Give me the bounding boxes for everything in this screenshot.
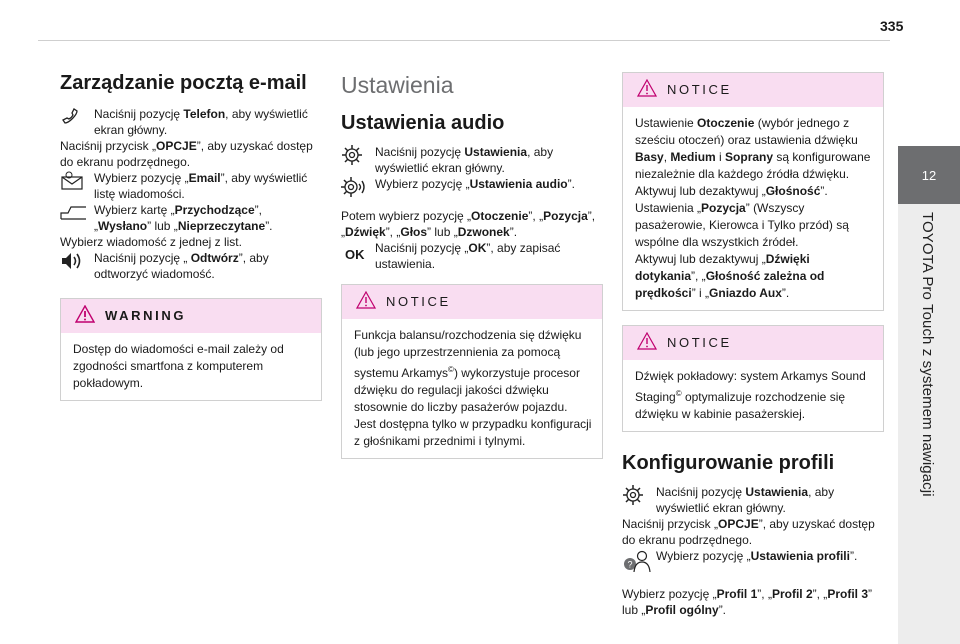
- step-tab: [60, 202, 322, 234]
- profile-icon: [622, 548, 656, 574]
- column-settings: [341, 70, 603, 459]
- step-profile-choose-text: Wybierz pozycję „Profil 1”, „Profil 2”, „Profil 3” lub „Profil ogólny”.: [622, 587, 872, 617]
- notice-box-balance: [341, 284, 603, 459]
- step-ok: [341, 240, 603, 272]
- column-email: [60, 70, 322, 401]
- step-email: [60, 170, 322, 202]
- ok-icon: OK: [345, 247, 365, 262]
- gear-icon: [622, 484, 656, 506]
- step-phone-text: Naciśnij pozycję Telefon, aby wyświetlić ekran główny.: [94, 107, 308, 137]
- step-select-text: Wybierz wiadomość z jednej z list.: [60, 235, 242, 249]
- audio-heading: Ustawienia audio: [341, 112, 505, 134]
- email-icon: [60, 170, 94, 192]
- step-phone: [60, 106, 322, 138]
- notice-text: Funkcja balansu/rozchodzenia się dźwięku (lub jego uprzestrzennienia za pomocą systemu Arkamys©) wykorzystuje procesor dźwięku do regulacji jakości dźwięku stosownie do liczby pasażerów pojazdu. Jest dostępna tylko w przypadku konfiguracji z głośnikami przednimi i tylnymi.: [354, 328, 592, 448]
- header-divider: [38, 40, 890, 41]
- notice-label: NOTICE: [667, 82, 732, 97]
- step-settings-profile-text: Naciśnij pozycję Ustawienia, aby wyświetlić ekran główny.: [656, 485, 835, 515]
- column-profiles: [622, 72, 884, 618]
- speaker-icon: [60, 250, 94, 272]
- chapter-tab[interactable]: 12: [898, 146, 960, 204]
- step-profile-settings: [622, 548, 884, 574]
- step-settings: [341, 144, 603, 176]
- chapter-title: TOYOTA Pro Touch z systemem nawigacji: [919, 212, 936, 497]
- notice-header: [342, 285, 602, 319]
- step-choose-text: Potem wybierz pozycję „Otoczenie”, „Pozycja”, „Dźwięk”, „Głos” lub „Dzwonek”.: [341, 209, 596, 239]
- notice-box-ambience: [622, 72, 884, 311]
- notice-triangle-icon: [637, 332, 657, 354]
- step-ok-text: Naciśnij pozycję „OK”, aby zapisać ustawienia.: [375, 241, 561, 271]
- step-email-text: Wybierz pozycję „Email”, aby wyświetlić listę wiadomości.: [94, 171, 308, 201]
- notice-triangle-icon: [356, 291, 376, 313]
- warning-text: Dostęp do wiadomości e-mail zależy od zgodności smartfona z komputerem pokładowym.: [73, 342, 284, 390]
- svg-text:?: ?: [627, 559, 633, 570]
- notice-header: [623, 326, 883, 360]
- notice-label: NOTICE: [386, 294, 451, 309]
- step-settings-text: Naciśnij pozycję Ustawienia, aby wyświetlić ekran główny.: [375, 145, 554, 175]
- step-play-text: Naciśnij pozycję „ Odtwórz”, aby odtworzyć wiadomość.: [94, 251, 269, 281]
- notice-text: Dźwięk pokładowy: system Arkamys Sound Staging© optymalizuje rozchodzenie się dźwięku w kabinie pasażerskiej.: [635, 369, 866, 421]
- phone-icon: [60, 106, 94, 128]
- step-play: [60, 250, 322, 282]
- notice-triangle-icon: [637, 79, 657, 101]
- warning-header: [61, 299, 321, 333]
- tab-icon: [60, 202, 94, 224]
- gear-sound-icon: [341, 176, 375, 198]
- warning-box: [60, 298, 322, 401]
- notice-header: [623, 73, 883, 107]
- warning-label: WARNING: [105, 308, 187, 323]
- step-tab-text: Wybierz kartę „Przychodzące”, „Wysłano” lub „Nieprzeczytane”.: [94, 203, 273, 233]
- step-options-text: Naciśnij przycisk „OPCJE”, aby uzyskać dostęp do ekranu podrzędnego.: [60, 139, 313, 169]
- warning-triangle-icon: [75, 305, 95, 327]
- profiles-heading: Konfigurowanie profili: [622, 452, 835, 474]
- step-audio-settings-text: Wybierz pozycję „Ustawienia audio”.: [375, 177, 575, 191]
- notice-text: Ustawienie Otoczenie (wybór jednego z sześciu otoczeń) oraz ustawienia dźwięku Basy, Medium i Soprany są konfigurowane niezależnie dla każdego źródła dźwięku. Aktywuj lub dezaktywuj „Głośność”. Ustawienia „Pozycja” (Wszyscy pasażerowie, Kierowca i Tylko przód) są wspólne dla wszystkich źródeł. Aktywuj lub dezaktywuj „Dźwięki dotykania”, „Głośność zależna od prędkości” i „Gniazdo Aux”.: [635, 116, 871, 300]
- step-settings-profile: [622, 484, 884, 516]
- notice-box-arkamys: [622, 325, 884, 432]
- step-audio-settings: [341, 176, 603, 198]
- step-options-profile-text: Naciśnij przycisk „OPCJE”, aby uzyskać dostęp do ekranu podrzędnego.: [622, 517, 875, 547]
- section-title: Ustawienia: [341, 72, 454, 98]
- gear-icon: [341, 144, 375, 166]
- step-profile-settings-text: Wybierz pozycję „Ustawienia profili”.: [656, 549, 858, 563]
- email-heading: Zarządzanie pocztą e-mail: [60, 72, 307, 94]
- notice-label: NOTICE: [667, 335, 732, 350]
- page-number: 335: [880, 18, 904, 34]
